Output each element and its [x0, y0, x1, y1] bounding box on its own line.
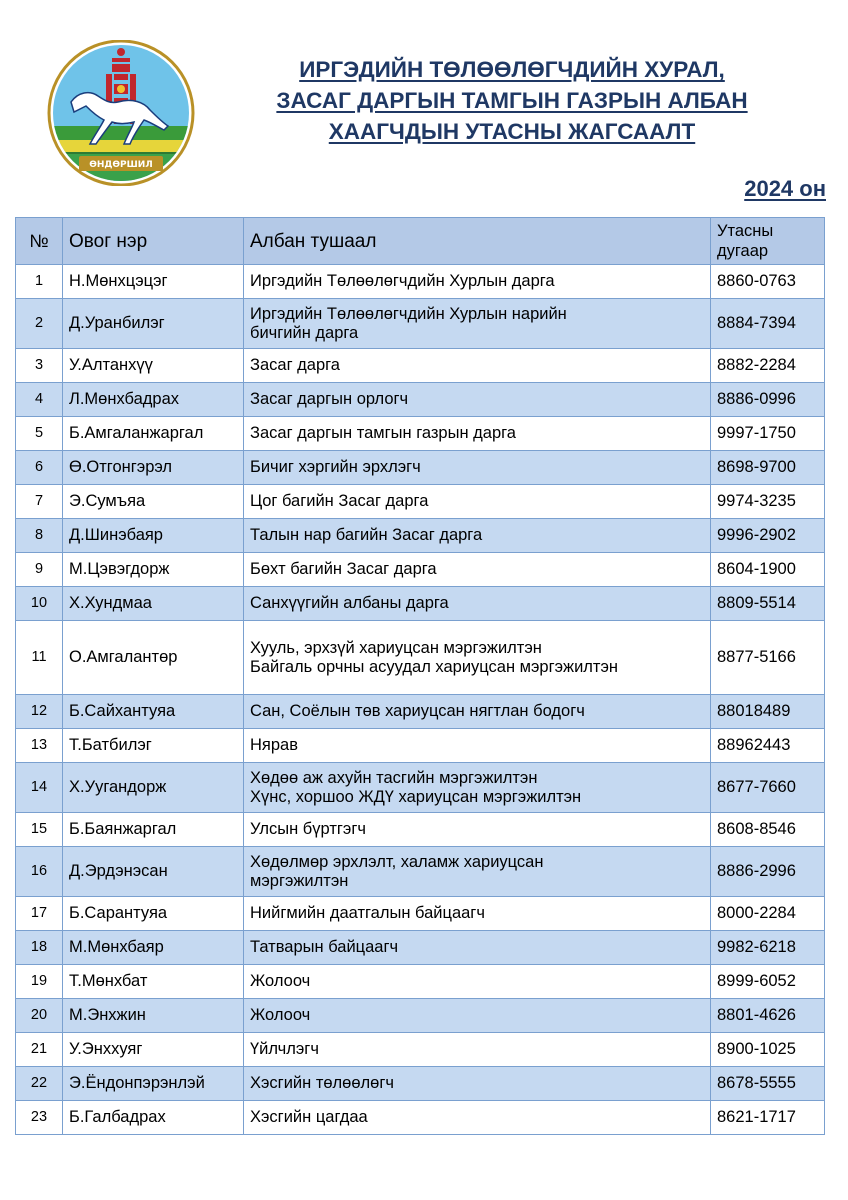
- cell-phone: 9982-6218: [711, 931, 825, 965]
- cell-phone: 8608-8546: [711, 813, 825, 847]
- cell-no: 9: [16, 553, 63, 587]
- cell-name: Э.Сумъяа: [63, 485, 244, 519]
- cell-phone: 9974-3235: [711, 485, 825, 519]
- title-line-2: ЗАСАГ ДАРГЫН ТАМГЫН ГАЗРЫН АЛБАН: [276, 88, 748, 113]
- cell-position-line: мэргэжилтэн: [250, 871, 349, 890]
- table-row: [16, 451, 825, 485]
- cell-position: [244, 383, 711, 417]
- cell-position-line: Цог багийн Засаг дарга: [250, 492, 429, 510]
- cell-no: 17: [16, 897, 63, 931]
- table-row: [16, 1101, 825, 1135]
- cell-position-line: Нийгмийн даатгалын байцаагч: [250, 904, 485, 922]
- table-row: [16, 383, 825, 417]
- table-row: [16, 847, 825, 897]
- cell-position-line: Татварын байцаагч: [250, 938, 399, 956]
- cell-phone: 8884-7394: [711, 299, 825, 349]
- cell-phone: 8886-0996: [711, 383, 825, 417]
- cell-no: 4: [16, 383, 63, 417]
- cell-position-line: бичгийн дарга: [250, 323, 359, 342]
- cell-position-line: Сан, Соёлын төв хариуцсан нягтлан бодогч: [250, 702, 585, 720]
- cell-position: [244, 1101, 711, 1135]
- cell-phone: 8621-1717: [711, 1101, 825, 1135]
- cell-position: [244, 451, 711, 485]
- table-header-row: [16, 218, 825, 265]
- column-header-phone: [711, 218, 825, 265]
- cell-position: [244, 999, 711, 1033]
- cell-phone: 8678-5555: [711, 1067, 825, 1101]
- cell-position-line: Хэсгийн цагдаа: [250, 1108, 368, 1126]
- table-row: [16, 1067, 825, 1101]
- cell-name: У.Алтанхүү: [63, 349, 244, 383]
- document-title: [232, 54, 792, 147]
- cell-name: Б.Сайхантуяа: [63, 695, 244, 729]
- cell-name: М.Мөнхбаяр: [63, 931, 244, 965]
- cell-no: 5: [16, 417, 63, 451]
- cell-phone: 8999-6052: [711, 965, 825, 999]
- cell-position-line: Жолооч: [250, 972, 311, 990]
- cell-phone: 8886-2996: [711, 847, 825, 897]
- cell-position-line: Бичиг хэргийн эрхлэгч: [250, 458, 421, 476]
- cell-position: [244, 897, 711, 931]
- title-line-3: ХААГЧДЫН УТАСНЫ ЖАГСААЛТ: [328, 119, 696, 144]
- cell-position: [244, 1033, 711, 1067]
- table-row: [16, 417, 825, 451]
- cell-phone: 9996-2902: [711, 519, 825, 553]
- cell-position-line: Улсын бүртгэгч: [250, 820, 366, 838]
- cell-position-line: Үйлчлэгч: [250, 1040, 319, 1058]
- cell-name: Б.Сарантуяа: [63, 897, 244, 931]
- cell-position: [244, 931, 711, 965]
- cell-phone: 8877-5166: [711, 621, 825, 695]
- cell-position: [244, 729, 711, 763]
- cell-position: [244, 553, 711, 587]
- phone-directory-table: [15, 217, 825, 1135]
- column-header-no: №: [16, 218, 63, 265]
- cell-position-line: Нярав: [250, 736, 298, 754]
- cell-name: Б.Галбадрах: [63, 1101, 244, 1135]
- cell-position: [244, 813, 711, 847]
- cell-no: 1: [16, 265, 63, 299]
- cell-position-line: Санхүүгийн албаны дарга: [250, 594, 449, 612]
- table-row: [16, 965, 825, 999]
- cell-position-line: Жолооч: [250, 1006, 311, 1024]
- cell-position: [244, 763, 711, 813]
- table-row: [16, 519, 825, 553]
- cell-phone: 9997-1750: [711, 417, 825, 451]
- cell-no: 20: [16, 999, 63, 1033]
- cell-phone: 88018489: [711, 695, 825, 729]
- cell-phone: 88962443: [711, 729, 825, 763]
- cell-position: [244, 847, 711, 897]
- cell-name: Х.Уугандорж: [63, 763, 244, 813]
- cell-name: Э.Ёндонпэрэнлэй: [63, 1067, 244, 1101]
- table-row: [16, 587, 825, 621]
- table-row: [16, 299, 825, 349]
- emblem-logo: [46, 40, 196, 186]
- table-row: [16, 621, 825, 695]
- table-row: [16, 485, 825, 519]
- cell-no: 6: [16, 451, 63, 485]
- column-header-name: Овог нэр: [63, 218, 244, 265]
- cell-name: Д.Уранбилэг: [63, 299, 244, 349]
- cell-no: 22: [16, 1067, 63, 1101]
- cell-no: 10: [16, 587, 63, 621]
- cell-position-line: Засаг даргын тамгын газрын дарга: [250, 424, 516, 442]
- cell-name: Б.Амгаланжаргал: [63, 417, 244, 451]
- cell-position: [244, 417, 711, 451]
- cell-name: Д.Эрдэнэсан: [63, 847, 244, 897]
- table-row: [16, 897, 825, 931]
- cell-position-line: Засаг дарга: [250, 356, 340, 374]
- table-row: [16, 265, 825, 299]
- cell-position: [244, 587, 711, 621]
- table-body: [16, 265, 825, 1135]
- table-row: [16, 763, 825, 813]
- table-row: [16, 999, 825, 1033]
- cell-position-line: Засаг даргын орлогч: [250, 390, 409, 408]
- cell-name: Н.Мөнхцэцэг: [63, 265, 244, 299]
- table-row: [16, 1033, 825, 1067]
- cell-position-line: Иргэдийн Төлөөлөгчдийн Хурлын дарга: [250, 272, 555, 290]
- cell-position: [244, 621, 711, 695]
- cell-no: 21: [16, 1033, 63, 1067]
- cell-position: [244, 965, 711, 999]
- cell-no: 15: [16, 813, 63, 847]
- cell-position-line: Хөдөлмөр эрхлэлт, халамж хариуцсан: [250, 852, 544, 871]
- cell-no: 2: [16, 299, 63, 349]
- title-line-1: ИРГЭДИЙН ТӨЛӨӨЛӨГЧДИЙН ХУРАЛ,: [299, 57, 725, 82]
- cell-phone: 8604-1900: [711, 553, 825, 587]
- table-row: [16, 931, 825, 965]
- cell-name: М.Энхжин: [63, 999, 244, 1033]
- cell-phone: 8900-1025: [711, 1033, 825, 1067]
- cell-name: У.Энххуяг: [63, 1033, 244, 1067]
- cell-name: Т.Мөнхбат: [63, 965, 244, 999]
- cell-name: Х.Хундмаа: [63, 587, 244, 621]
- cell-position: [244, 1067, 711, 1101]
- cell-no: 8: [16, 519, 63, 553]
- cell-phone: 8698-9700: [711, 451, 825, 485]
- cell-position: [244, 485, 711, 519]
- cell-no: 14: [16, 763, 63, 813]
- emblem-motto: ӨНДӨРШИЛ: [89, 160, 153, 170]
- column-header-phone-line1: Утасны: [717, 222, 774, 240]
- cell-no: 19: [16, 965, 63, 999]
- table-row: [16, 695, 825, 729]
- cell-no: 18: [16, 931, 63, 965]
- cell-position: [244, 299, 711, 349]
- cell-position-line: Хэсгийн төлөөлөгч: [250, 1074, 394, 1092]
- cell-name: М.Цэвэгдорж: [63, 553, 244, 587]
- cell-position-line: Иргэдийн Төлөөлөгчдийн Хурлын нарийн: [250, 304, 567, 323]
- cell-position: [244, 695, 711, 729]
- cell-name: О.Амгалантөр: [63, 621, 244, 695]
- cell-phone: 8809-5514: [711, 587, 825, 621]
- cell-name: Д.Шинэбаяр: [63, 519, 244, 553]
- cell-phone: 8000-2284: [711, 897, 825, 931]
- document-year: 2024 он: [744, 176, 826, 201]
- cell-name: Т.Батбилэг: [63, 729, 244, 763]
- table-row: [16, 553, 825, 587]
- table-row: [16, 729, 825, 763]
- cell-name: Л.Мөнхбадрах: [63, 383, 244, 417]
- cell-position-line: Хүнс, хоршоо ЖДҮ хариуцсан мэргэжилтэн: [250, 787, 582, 806]
- cell-phone: 8860-0763: [711, 265, 825, 299]
- cell-position-line: Талын нар багийн Засаг дарга: [250, 526, 483, 544]
- cell-phone: 8882-2284: [711, 349, 825, 383]
- cell-name: Ө.Отгонгэрэл: [63, 451, 244, 485]
- cell-position-line: Хөдөө аж ахуйн тасгийн мэргэжилтэн: [250, 768, 538, 787]
- column-header-position: Албан тушаал: [244, 218, 711, 265]
- cell-phone: 8801-4626: [711, 999, 825, 1033]
- cell-name: Б.Баянжаргал: [63, 813, 244, 847]
- cell-no: 7: [16, 485, 63, 519]
- cell-position-line: Байгаль орчны асуудал хариуцсан мэргэжилтэн: [250, 657, 619, 676]
- cell-position-line: Бөхт багийн Засаг дарга: [250, 560, 437, 578]
- cell-no: 23: [16, 1101, 63, 1135]
- cell-position: [244, 265, 711, 299]
- cell-no: 11: [16, 621, 63, 695]
- cell-position-line: Хууль, эрхзүй хариуцсан мэргэжилтэн: [250, 638, 542, 657]
- cell-no: 13: [16, 729, 63, 763]
- cell-no: 16: [16, 847, 63, 897]
- table-row: [16, 349, 825, 383]
- cell-position: [244, 519, 711, 553]
- column-header-phone-line2: дугаар: [717, 242, 769, 260]
- cell-no: 12: [16, 695, 63, 729]
- cell-no: 3: [16, 349, 63, 383]
- table-row: [16, 813, 825, 847]
- cell-position: [244, 349, 711, 383]
- cell-phone: 8677-7660: [711, 763, 825, 813]
